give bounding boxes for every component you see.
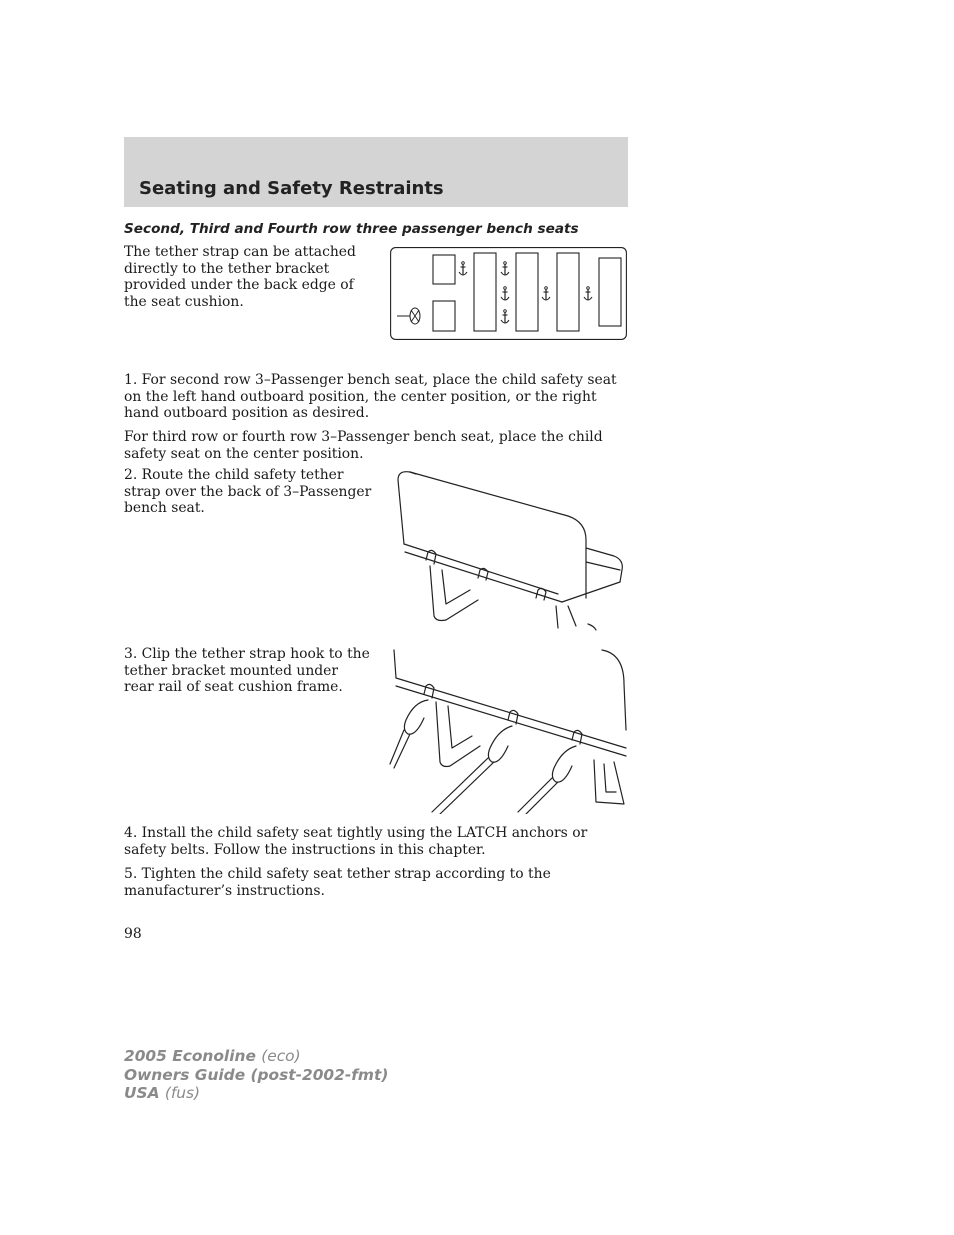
rear-bench [599,258,621,326]
step-4-paragraph: 4. Install the child safety seat tightly using the LATCH anchors or safety belts. Follow the instructions in this chapter. [124,825,588,858]
step-3-paragraph: 3. Clip the tether strap hook to the tether bracket mounted under rear rail of seat cushion frame. [124,646,370,695]
fourth-row-bench [557,253,579,331]
tether-hook-illustration [384,644,630,814]
subheading: Second, Third and Fourth row three passenger bench seats [124,221,579,237]
section-title: Seating and Safety Restraints [139,178,444,199]
bench-seat-illustration [390,466,630,634]
document-footer [124,1047,388,1103]
footer-line-2: Owners Guide (post-2002-fmt) [124,1065,389,1084]
passenger-seat [433,301,455,331]
driver-seat [433,255,455,284]
step-1-paragraph: 1. For second row 3–Passenger bench seat, place the child safety seat on the left hand outboard position, the center position, or the right hand outboard position as desired. [124,372,617,421]
step-1b-paragraph: For third row or fourth row 3–Passenger bench seat, place the child safety seat on the center position. [124,429,603,462]
step-5-paragraph: 5. Tighten the child safety seat tether strap according to the manufacturer’s instructions. [124,866,551,899]
second-row-bench [474,253,496,331]
page-number: 98 [124,926,142,942]
third-row-bench [516,253,538,331]
intro-paragraph: The tether strap can be attached directly to the tether bracket provided under the back edge of the seat cushion. [124,244,356,310]
step-2-paragraph: 2. Route the child safety tether strap over the back of 3–Passenger bench seat. [124,467,372,516]
footer-line-3: USA (fus) [124,1084,201,1102]
seating-layout-diagram [390,247,627,340]
footer-line-1: 2005 Econoline (eco) [124,1047,301,1065]
